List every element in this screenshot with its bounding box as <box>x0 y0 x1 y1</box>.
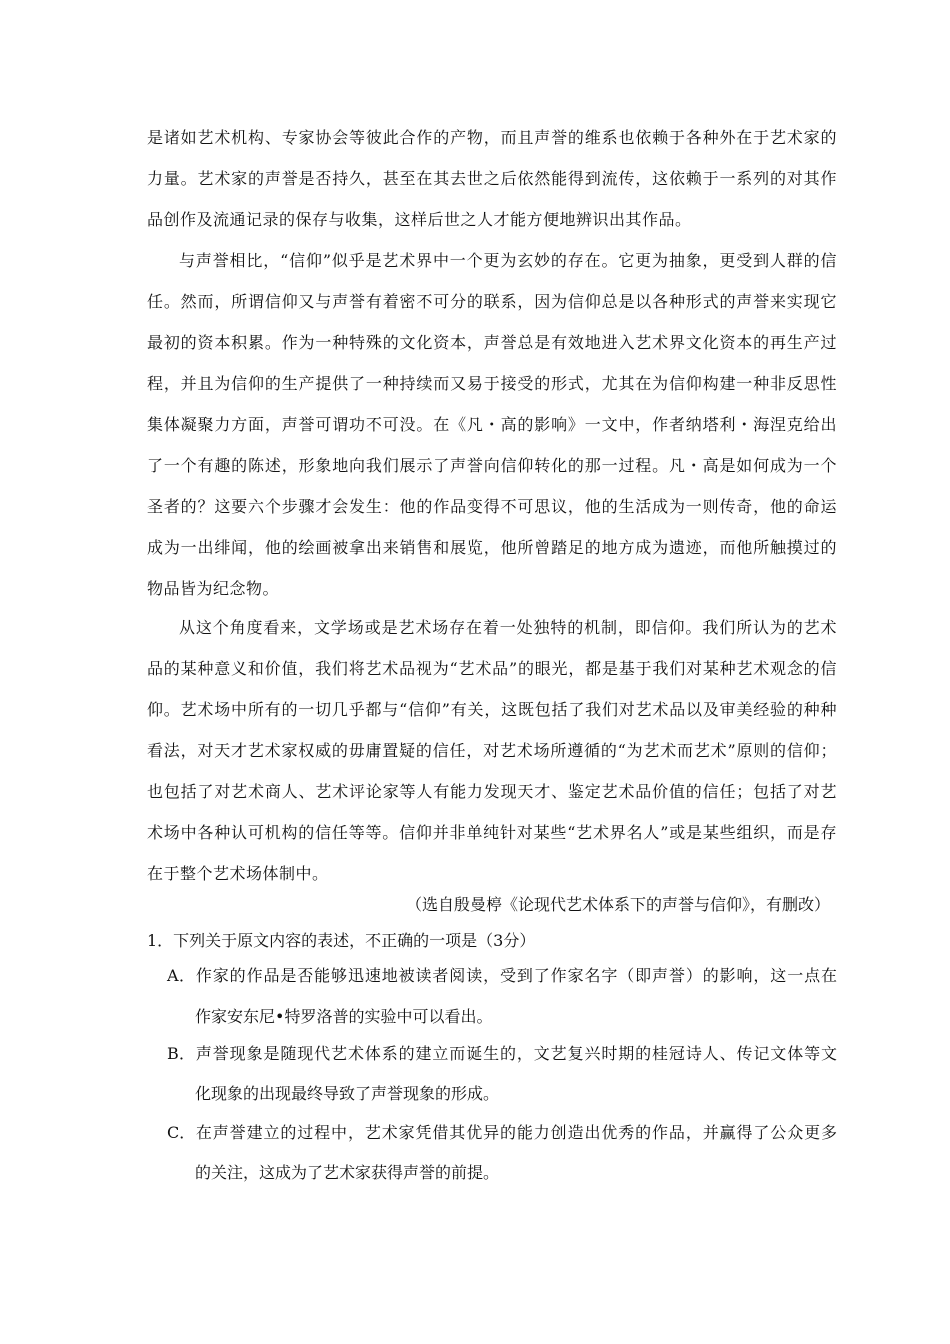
paragraph-2-line-7: 圣者的？这要六个步骤才会发生：他的作品变得不可思议，他的生活成为一则传奇，他的命运 <box>147 497 837 516</box>
paragraph-1-line-3: 品创作及流通记录的保存与收集，这样后世之人才能方便地辨识出其作品。 <box>147 210 692 229</box>
paragraph-1-line-1: 是诸如艺术机构、专家协会等彼此合作的产物，而且声誉的维系也依赖于各种外在于艺术家的 <box>147 128 837 147</box>
paragraph-3-line-7: 在于整个艺术场体制中。 <box>147 864 329 883</box>
option-c <box>167 1121 837 1145</box>
source-citation: （选自殷曼楟《论现代艺术体系下的声誉与信仰》，有删改） <box>405 895 830 914</box>
paragraph-2-line-3: 最初的资本积累。作为一种特殊的文化资本，声誉总是有效地进入艺术界文化资本的再生产过 <box>147 333 837 352</box>
paragraph-3-line-4: 看法，对天才艺术家权威的毋庸置疑的信任，对艺术场所遵循的“为艺术而艺术”原则的信仰； <box>147 741 837 760</box>
paragraph-3-line-5: 也包括了对艺术商人、艺术评论家等人有能力发现天才、鉴定艺术品价值的信任；包括了对艺 <box>147 782 837 801</box>
question-1-stem: 1．下列关于原文内容的表述，不正确的一项是（3分） <box>147 931 536 950</box>
option-b <box>167 1042 837 1066</box>
paragraph-2-line-4: 程，并且为信仰的生产提供了一种持续而又易于接受的形式，尤其在为信仰构建一种非反思性 <box>147 374 837 393</box>
paragraph-3-line-1: 从这个角度看来，文学场或是艺术场存在着一处独特的机制，即信仰。我们所认为的艺术 <box>179 618 837 637</box>
option-a-line-1: 作家的作品是否能够迅速地被读者阅读，受到了作家名字（即声誉）的影响，这一点在 <box>195 966 837 985</box>
option-c-letter: C． <box>167 1123 196 1142</box>
paragraph-2-line-9: 物品皆为纪念物。 <box>147 579 280 598</box>
option-b-letter: B． <box>167 1044 195 1063</box>
paragraph-3-line-3: 仰。艺术场中所有的一切几乎都与“信仰”有关，这既包括了我们对艺术品以及审美经验的种种 <box>147 700 837 719</box>
paragraph-2-line-2: 任。然而，所谓信仰又与声誉有着密不可分的联系，因为信仰总是以各种形式的声誉来实现它 <box>147 292 837 311</box>
option-a-line-2: 作家安东尼•特罗洛普的实验中可以看出。 <box>195 1007 493 1026</box>
paragraph-2-line-1: 与声誉相比，“信仰”似乎是艺术界中一个更为玄妙的存在。它更为抽象，更受到人群的信 <box>179 251 837 270</box>
paragraph-2-line-5: 集体凝聚力方面，声誉可谓功不可没。在《凡・高的影响》一文中，作者纳塔利・海涅克给出 <box>147 415 837 434</box>
paragraph-3-line-6: 术场中各种认可机构的信任等等。信仰并非单纯针对某些“艺术界名人”或是某些组织，而是存 <box>147 823 837 842</box>
option-a-letter: A． <box>167 966 195 985</box>
paragraph-1-line-2: 力量。艺术家的声誉是否持久，甚至在其去世之后依然能得到流传，这依赖于一系列的对其作 <box>147 169 837 188</box>
option-a <box>167 964 837 988</box>
option-b-line-1: 声誉现象是随现代艺术体系的建立而诞生的，文艺复兴时期的桂冠诗人、传记文体等文 <box>195 1044 837 1063</box>
option-c-line-2: 的关注，这成为了艺术家获得声誉的前提。 <box>195 1163 500 1182</box>
paragraph-2-line-8: 成为一出绯闻，他的绘画被拿出来销售和展览，他所曾踏足的地方成为遗迹，而他所触摸过的 <box>147 538 837 557</box>
paragraph-3-line-2: 品的某种意义和价值，我们将艺术品视为“艺术品”的眼光，都是基于我们对某种艺术观念的信 <box>147 659 837 678</box>
option-b-line-2: 化现象的出现最终导致了声誉现象的形成。 <box>195 1084 500 1103</box>
option-c-line-1: 在声誉建立的过程中，艺术家凭借其优异的能力创造出优秀的作品，并赢得了公众更多 <box>195 1123 837 1142</box>
paragraph-2-line-6: 了一个有趣的陈述，形象地向我们展示了声誉向信仰转化的那一过程。凡・高是如何成为一个 <box>147 456 837 475</box>
